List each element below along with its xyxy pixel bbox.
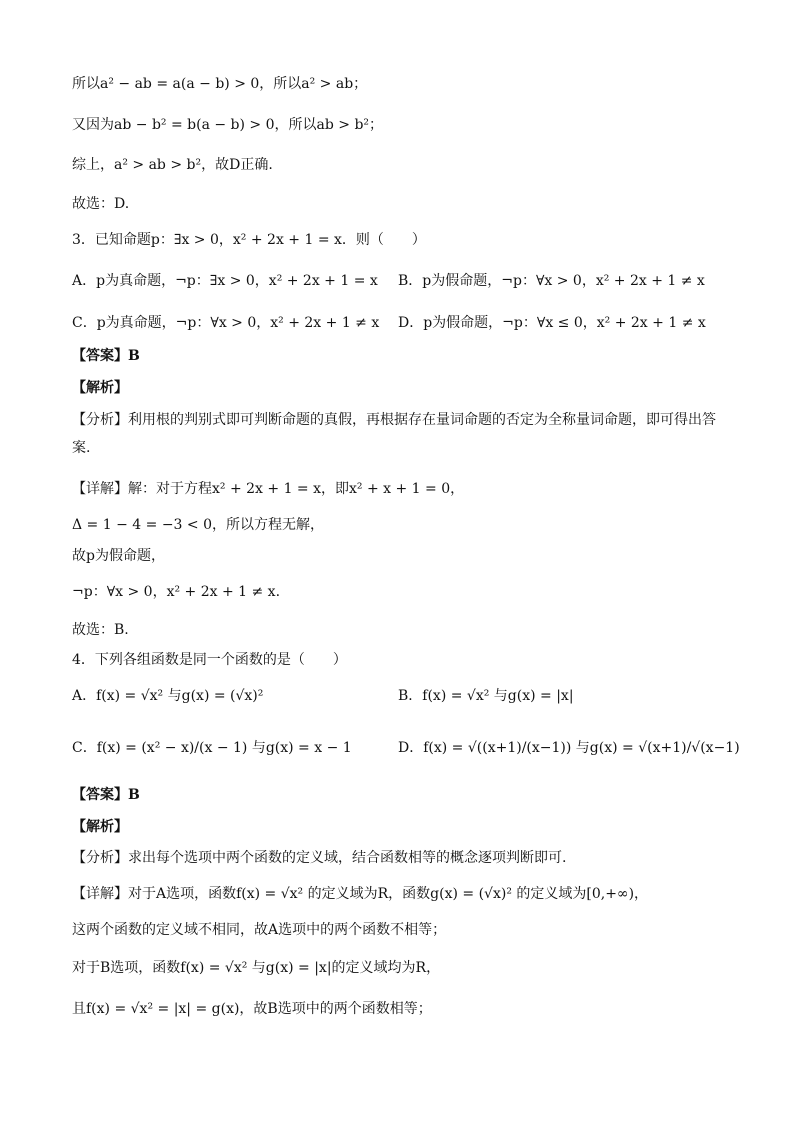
- option-3b: B．p为假命题，¬p：∀x > 0，x² + 2x + 1 ≠ x: [398, 273, 705, 289]
- option-4c: C．f(x) = (x² − x)/(x − 1) 与g(x) = x − 1: [72, 740, 352, 756]
- analysis-detail-4: 【分析】求出每个选项中两个函数的定义域，结合函数相等的概念逐项判断即可.: [72, 850, 567, 866]
- analysis-detail-3: 【分析】利用根的判别式即可判断命题的真假，再根据存在量词命题的否定为全称量词命题，即可得出答案.: [72, 412, 716, 456]
- conclusion-3: 故p为假命题，: [72, 548, 165, 564]
- option-3a: A．p为真命题，¬p：∃x > 0，x² + 2x + 1 = x: [72, 273, 378, 289]
- option-4a: A．f(x) = √x² 与g(x) = (√x)²: [72, 688, 264, 704]
- question-4: 4．下列各组函数是同一个函数的是（ ）: [72, 652, 347, 668]
- solution-3: 【详解】解：对于方程x² + 2x + 1 = x，即x² + x + 1 = 0，: [72, 481, 465, 497]
- line-3: 综上，a² > ab > b²，故D正确.: [72, 157, 273, 173]
- option-4b: B．f(x) = √x² 与g(x) = |x|: [398, 688, 574, 704]
- answer-4: 【答案】B: [72, 787, 140, 803]
- line-2: 又因为ab − b² = b(a − b) > 0，所以ab > b²；: [72, 117, 384, 133]
- line-4: 故选：D.: [72, 196, 130, 212]
- analysis-3: 【解析】: [72, 380, 128, 396]
- answer-3: 【答案】B: [72, 348, 140, 364]
- solution-4: 【详解】对于A选项，函数f(x) = √x² 的定义域为R，函数g(x) = (√x)² 的定义域为[0,+∞)，: [72, 886, 649, 902]
- option-4d: D．f(x) = √((x+1)/(x−1)) 与g(x) = √(x+1)/√(x−1): [398, 740, 740, 756]
- solution-4-c: 对于B选项，函数f(x) = √x² 与g(x) = |x|的定义域均为R，: [72, 960, 441, 976]
- option-3c: C．p为真命题，¬p：∀x > 0，x² + 2x + 1 ≠ x: [72, 315, 380, 331]
- negation-3: ¬p：∀x > 0，x² + 2x + 1 ≠ x.: [72, 584, 281, 600]
- solution-4-d: 且f(x) = √x² = |x| = g(x)，故B选项中的两个函数相等；: [72, 1001, 432, 1017]
- delta-line-3: Δ = 1 − 4 = −3 < 0，所以方程无解，: [72, 517, 324, 533]
- analysis-4: 【解析】: [72, 819, 128, 835]
- line-1: 所以a² − ab = a(a − b) > 0，所以a² > ab；: [72, 76, 368, 92]
- question-3: 3．已知命题p：∃x > 0，x² + 2x + 1 = x．则（ ）: [72, 232, 426, 248]
- select-3: 故选：B.: [72, 622, 129, 638]
- option-3d: D．p为假命题，¬p：∀x ≤ 0，x² + 2x + 1 ≠ x: [398, 315, 706, 331]
- solution-4-b: 这两个函数的定义域不相同，故A选项中的两个函数不相等；: [72, 922, 447, 938]
